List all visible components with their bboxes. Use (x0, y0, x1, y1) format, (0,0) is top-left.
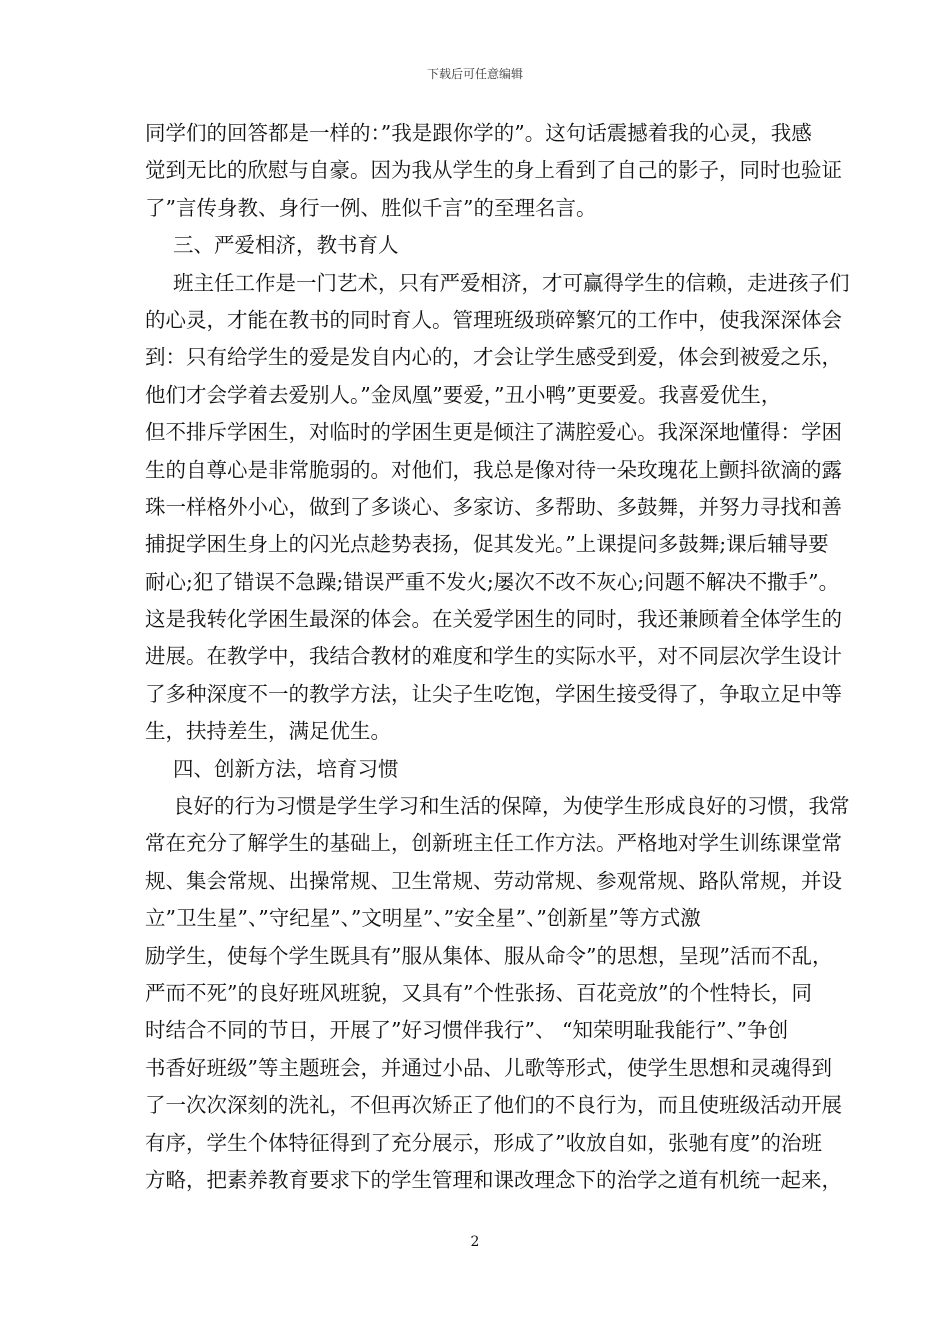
text-line: 了多种深度不一的教学方法，让尖子生吃饱，学困生接受得了，争取立足中等 (145, 681, 842, 706)
text-line: 时结合不同的节日，开展了”好习惯伴我行”、 “知荣明耻我能行”、”争创 (145, 1018, 789, 1043)
text-line: 书香好班级”等主题班会，并通过小品、儿歌等形式，使学生思想和灵魂得到 (145, 1055, 832, 1080)
section-heading: 三、严爱相济，教书育人 (173, 233, 399, 258)
text-line: 生的自尊心是非常脆弱的。对他们，我总是像对待一朵玫瑰花上颤抖欲滴的露 (145, 457, 842, 482)
text-line: 同学们的回答都是一样的：”我是跟你学的”。这句话震撼着我的心灵，我感 (145, 121, 812, 145)
text-line: 立”卫生星”、”守纪星”、”文明星”、”安全星”、”创新星”等方式激 (145, 906, 701, 931)
paragraph-first-line: 班主任工作是一门艺术，只有严爱相济，才可赢得学生的信赖，走进孩子们 (173, 270, 850, 295)
text-line: 捕捉学困生身上的闪光点趁势表扬，促其发光。”上课提问多鼓舞;课后辅导要 (145, 532, 829, 557)
section-heading: 四、创新方法，培育习惯 (173, 756, 399, 781)
text-line: 珠一样格外小心，做到了多谈心、多家访、多帮助、多鼓舞，并努力寻找和善 (145, 494, 842, 519)
text-line: 耐心;犯了错误不急躁;错误严重不发火;屡次不改不灰心;问题不解决不撒手”。 (145, 569, 840, 594)
text-line: 有序，学生个体特征得到了充分展示，形成了”收放自如，张驰有度”的治班 (145, 1130, 822, 1155)
text-line: 生，扶持差生，满足优生。 (145, 719, 391, 744)
paragraph-first-line: 良好的行为习惯是学生学习和生活的保障，为使学生形成良好的习惯，我常 (173, 794, 850, 819)
text-line: 常在充分了解学生的基础上，创新班主任工作方法。严格地对学生训练课堂常 (145, 831, 842, 856)
text-line: 励学生，使每个学生既具有”服从集体、服从命令”的思想，呈现”活而不乱， (145, 943, 833, 968)
text-line: 但不排斥学困生，对临时的学困生更是倾注了满腔爱心。我深深地懂得：学困 (145, 420, 842, 445)
text-line: 进展。在教学中，我结合教材的难度和学生的实际水平，对不同层次学生设计 (145, 644, 842, 669)
text-line: 了一次次深刻的洗礼，不但再次矫正了他们的不良行为，而且使班级活动开展 (145, 1093, 842, 1118)
document-body (145, 115, 850, 1199)
text-line: 到：只有给学生的爱是发自内心的，才会让学生感受到爱，体会到被爱之乐， (145, 345, 842, 370)
text-line: 的心灵，才能在教书的同时育人。管理班级琐碎繁冗的工作中，使我深深体会 (145, 307, 842, 332)
text-line: 他们才会学着去爱别人。”金凤凰”要爱，”丑小鸭”更要爱。我喜爱优生， (145, 382, 782, 407)
text-line: 这是我转化学困生最深的体会。在关爱学困生的同时，我还兼顾着全体学生的 (145, 607, 842, 632)
text-line: 了”言传身教、身行一例、胜似千言”的至理名言。 (145, 195, 597, 220)
page-header: 下载后可任意编辑 (426, 67, 523, 81)
page-number: 2 (470, 1234, 480, 1250)
text-line: 觉到无比的欣慰与自豪。因为我从学生的身上看到了自己的影子，同时也验证 (145, 158, 842, 183)
text-line: 规、集会常规、出操常规、卫生常规、劳动常规、参观常规、路队常规，并设 (145, 868, 842, 893)
text-line: 严而不死”的良好班风班貌，又具有”个性张扬、百花竞放”的个性特长，同 (145, 980, 812, 1005)
text-line: 方略，把素养教育要求下的学生管理和课改理念下的治学之道有机统一起来， (145, 1167, 842, 1192)
